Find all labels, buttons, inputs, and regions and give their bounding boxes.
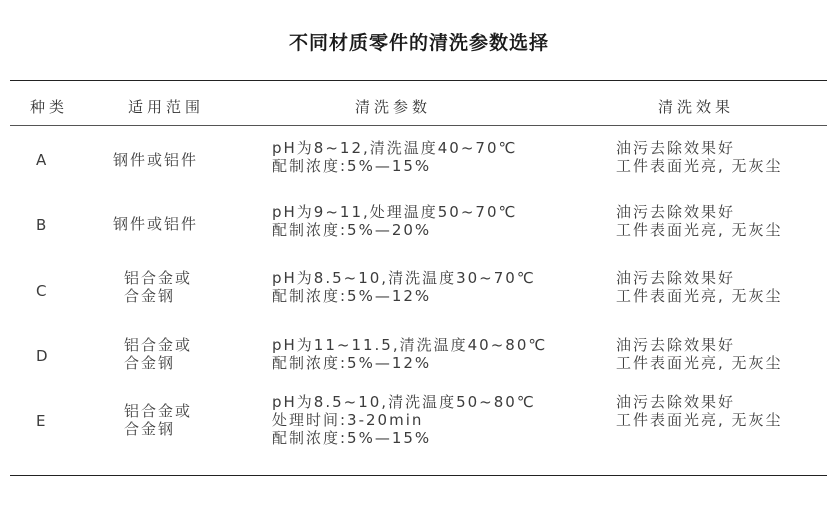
scope-line: 合金钢 [124, 287, 176, 305]
cell-kind: C [36, 282, 47, 300]
header-scope: 适用范围 [128, 98, 205, 116]
cell-effect [616, 336, 783, 372]
cell-params [272, 139, 517, 175]
table-bottom-rule [10, 475, 827, 476]
page-title: 不同材质零件的清洗参数选择 [288, 32, 549, 54]
table-top-rule [10, 80, 827, 81]
params-line: pH为8.5~10,清洗温度30~70℃ [272, 269, 536, 287]
scope-line: 钢件或铝件 [113, 215, 199, 233]
effect-line: 油污去除效果好 [616, 393, 736, 411]
effect-line: 油污去除效果好 [616, 336, 736, 354]
cell-params [272, 393, 536, 447]
effect-line: 工件表面光亮, 无灰尘 [616, 287, 783, 305]
scope-line: 合金钢 [124, 420, 176, 438]
cell-scope [113, 215, 198, 233]
scope-line: 钢件或铝件 [113, 151, 199, 169]
cell-kind: B [36, 216, 47, 234]
cell-scope [124, 402, 192, 438]
params-line: 配制浓度:5%—20% [272, 221, 432, 239]
cell-kind: E [36, 412, 46, 430]
cell-scope [124, 336, 192, 372]
cell-params [272, 269, 536, 305]
cell-scope [113, 151, 198, 169]
effect-line: 工件表面光亮, 无灰尘 [616, 354, 783, 372]
scope-line: 铝合金或 [124, 269, 193, 287]
scope-line: 合金钢 [124, 354, 176, 372]
effect-line: 油污去除效果好 [616, 139, 736, 157]
params-line: 配制浓度:5%—15% [272, 429, 432, 447]
header-params: 清洗参数 [355, 98, 432, 116]
header-kind: 种类 [30, 98, 69, 116]
cell-scope [124, 269, 192, 305]
cell-kind: A [36, 151, 47, 169]
effect-line: 工件表面光亮, 无灰尘 [616, 157, 783, 175]
params-line: 处理时间:3-20min [272, 411, 424, 429]
params-line: pH为8~12,清洗温度40~70℃ [272, 139, 518, 157]
cell-effect [616, 203, 783, 239]
cell-kind: D [36, 347, 48, 365]
params-line: 配制浓度:5%—15% [272, 157, 432, 175]
effect-line: 工件表面光亮, 无灰尘 [616, 221, 783, 239]
effect-line: 油污去除效果好 [616, 269, 736, 287]
cell-effect [616, 269, 783, 305]
params-line: pH为9~11,处理温度50~70℃ [272, 203, 518, 221]
params-line: pH为11~11.5,清洗温度40~80℃ [272, 336, 548, 354]
effect-line: 工件表面光亮, 无灰尘 [616, 411, 783, 429]
params-line: 配制浓度:5%—12% [272, 354, 432, 372]
cell-params [272, 203, 517, 239]
params-line: 配制浓度:5%—12% [272, 287, 432, 305]
cell-effect [616, 139, 783, 175]
cell-effect [616, 393, 783, 429]
params-line: pH为8.5~10,清洗温度50~80℃ [272, 393, 536, 411]
scope-line: 铝合金或 [124, 402, 193, 420]
table-header-rule [10, 125, 827, 126]
scope-line: 铝合金或 [124, 336, 193, 354]
effect-line: 油污去除效果好 [616, 203, 736, 221]
cell-params [272, 336, 547, 372]
header-effect: 清洗效果 [658, 98, 735, 116]
